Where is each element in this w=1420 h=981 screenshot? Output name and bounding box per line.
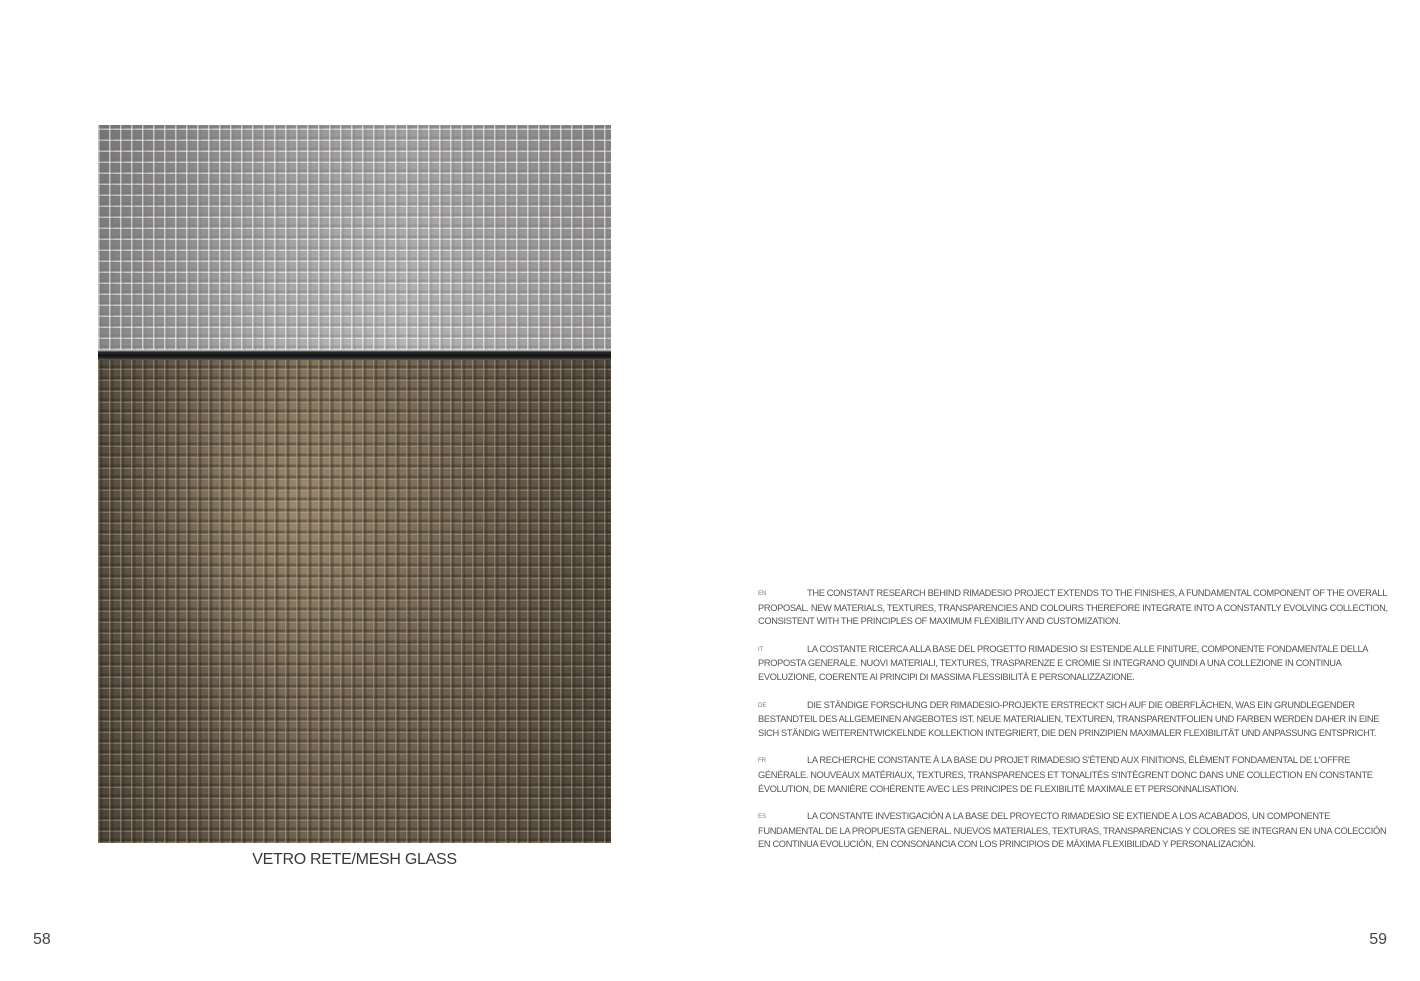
multilingual-description (758, 587, 1390, 866)
paragraph-en (758, 587, 1390, 629)
paragraph-fr (758, 754, 1390, 796)
paragraph-text-fr: LA RECHERCHE CONSTANTE À LA BASE DU PROJET RIMADESIO S'ÉTEND AUX FINITIONS, ÉLÉMENT FONDAMENTAL DE L'OFFRE GÉNÉRALE. NOUVEAUX MATÉRIAUX, TEXTURES, TRANSPARENCES ET TONALITÉS S'INTÈGRENT DONC DANS UNE COLLECTION EN CONSTANTE ÉVOLUTION, DE MANIÈRE COHÉRENTE AVEC LES PRINCIPES DE FLEXIBILITÉ MAXIMALE ET PERSONNALISATION. (758, 755, 1373, 794)
language-code-es: ES (758, 814, 767, 821)
bronze-mesh-glass-panel (98, 360, 611, 843)
language-code-fr: FR (758, 758, 766, 765)
paragraph-text-it: LA COSTANTE RICERCA ALLA BASE DEL PROGETTO RIMADESIO SI ESTENDE ALLE FINITURE, COMPONENTE FONDAMENTALE DELLA PROPOSTA GENERALE. NUOVI MATERIALI, TEXTURES, TRASPARENZE E CROMIE SI INTEGRANO QUINDI A UNA COLLEZIONE IN CONTINUA EVOLUZIONE, COERENTE AI PRINCIPI DI MASSIMA FLESSIBILITÀ E PERSONALIZZAZIONE. (758, 643, 1368, 682)
sample-caption: VETRO RETE/MESH GLASS (252, 851, 457, 868)
paragraph-text-de: DIE STÄNDIGE FORSCHUNG DER RIMADESIO-PROJEKTE ERSTRECKT SICH AUF DIE OBERFLÄCHEN, WAS EIN GRUNDLEGENDER BESTANDTEIL DES ALLGEMEINEN ANGEBOTES IST. NEUE MATERIALIEN, TEXTUREN, TRANSPARENTFOLIEN UND FARBEN WERDEN DAHER IN EINE SICH STÄNDIG WEITERENTWICKELNDE KOLLEKTION INTEGRIERT, DIE DEN PRINZIPIEN MAXIMALER FLEXIBILITÄT UND ANPASSUNG ENTSPRICHT. (758, 699, 1380, 738)
language-code-de: DE (758, 702, 767, 709)
paragraph-it (758, 643, 1390, 685)
page-number-left: 58 (33, 931, 51, 948)
paragraph-text-es: LA CONSTANTE INVESTIGACIÓN A LA BASE DEL PROYECTO RIMADESIO SE EXTIENDE A LOS ACABADOS, UN COMPONENTE FUNDAMENTAL DE LA PROPUESTA GENERAL. NUEVOS MATERIALES, TEXTURAS, TRANSPARENCIAS Y COLORES SE INTEGRAN EN UNA COLECCIÓN EN CONTINUA EVOLUCIÓN, EN CONSONANCIA CON LOS PRINCIPIOS DE MÁXIMA FLEXIBILIDAD Y PERSONALIZACIÓN. (758, 811, 1387, 850)
language-code-it: IT (758, 646, 764, 653)
paragraph-text-en: THE CONSTANT RESEARCH BEHIND RIMADESIO PROJECT EXTENDS TO THE FINISHES, A FUNDAMENTAL COMPONENT OF THE OVERALL PROPOSAL. NEW MATERIALS, TEXTURES, TRANSPARENCIES AND COLOURS THEREFORE INTEGRATE INTO A CONSTANTLY EVOLVING COLLECTION, CONSISTENT WITH THE PRINCIPLES OF MAXIMUM FLEXIBILITY AND CUSTOMIZATION. (758, 588, 1388, 627)
clear-mesh-glass-panel (98, 125, 611, 350)
glass-frame-divider (98, 350, 611, 360)
paragraph-de (758, 699, 1390, 741)
language-code-en: EN (758, 591, 767, 597)
page-number-right: 59 (1369, 931, 1387, 948)
mesh-glass-sample-image (98, 125, 611, 843)
paragraph-es (758, 810, 1390, 852)
